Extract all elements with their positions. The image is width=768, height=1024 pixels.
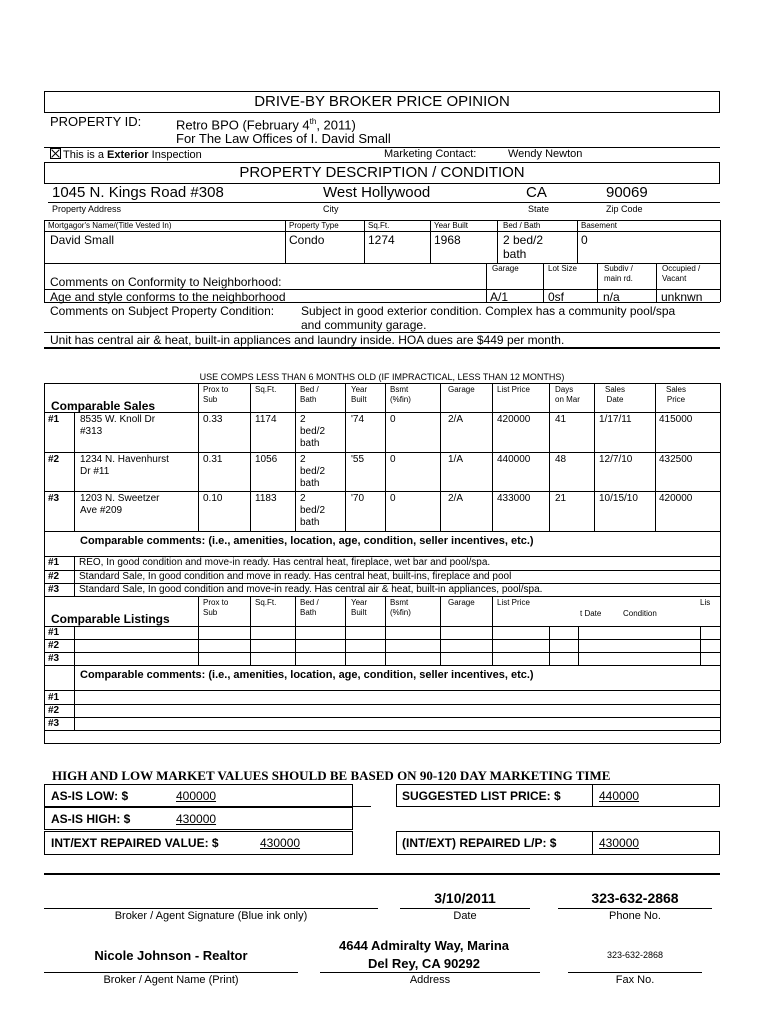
basement-value: 0 [581, 233, 588, 247]
condition-label: Comments on Subject Property Condition: [50, 304, 275, 318]
sale-list: 420000 [497, 414, 531, 425]
sale-address-line: 1203 N. Sweetzer [80, 493, 160, 504]
sqft-value: 1274 [368, 233, 395, 247]
prox-header: Prox to Sub [203, 598, 229, 617]
sale-price: 420000 [659, 493, 693, 504]
divider [44, 652, 720, 653]
list-header-truncated: Lis [700, 598, 711, 607]
garage-header: Garage [448, 385, 475, 394]
sale-bed-bath [300, 454, 325, 490]
sale-list: 433000 [497, 493, 531, 504]
sale-prox: 0.31 [203, 454, 223, 465]
sale-year: '70 [351, 493, 365, 504]
sale-address-line: 8535 W. Knoll Dr [80, 414, 156, 425]
bsmt-header: Bsmt (%fin) [390, 385, 411, 404]
divider [44, 383, 45, 743]
divider [74, 412, 75, 531]
suggested-list-price-label: SUGGESTED LIST PRICE: $ [402, 789, 561, 803]
divider [656, 263, 657, 302]
repaired-value-label: INT/EXT REPAIRED VALUE: $ [51, 836, 219, 850]
sale-address [80, 414, 155, 438]
listing-number: #2 [48, 640, 60, 651]
listing-number: #3 [48, 653, 60, 664]
bed-bath-header: Bed / Bath [300, 385, 319, 404]
sale-address-line: #313 [80, 426, 103, 437]
comparable-comments-title: Comparable comments: (i.e., amenities, location, age, condition, seller incentives, etc.) [80, 535, 534, 547]
divider [592, 832, 593, 854]
conformity-label: Comments on Conformity to Neighborhood: [50, 275, 282, 289]
sale-bed-bath-line: bath [300, 478, 320, 489]
divider [720, 220, 721, 302]
address-label: Address [409, 974, 451, 986]
divider [250, 596, 251, 665]
sale-num: #2 [48, 454, 60, 465]
sale-address-line: 1234 N. Havenhurst [80, 454, 169, 465]
bsmt-header: Bsmt (%fin) [390, 598, 411, 617]
sale-year: '74 [351, 414, 365, 425]
divider [285, 220, 286, 263]
signature-label: Broker / Agent Signature (Blue ink only) [114, 910, 308, 922]
divider [440, 596, 441, 665]
sale-prox: 0.33 [203, 414, 223, 425]
listing-comment-number: #3 [48, 718, 60, 729]
divider [364, 220, 365, 263]
comment-text: Standard Sale, In good condition and move-in ready. Has central air & heat, built-in appliances, pool/spa. [79, 584, 543, 595]
lot-size-header: Lot Size [548, 264, 577, 273]
sale-bed-bath-line: 2 [300, 414, 306, 425]
sale-bed-bath-line: 2 [300, 493, 306, 504]
sale-date: 10/15/10 [599, 493, 638, 504]
repaired-value-value[interactable]: 430000 [260, 836, 301, 850]
divider [44, 347, 720, 349]
property-id-value: Retro BPO (February 4th, 2011) [176, 117, 356, 133]
divider [577, 220, 578, 263]
divider [578, 626, 579, 665]
divider [44, 717, 720, 718]
year-built-header: Year Built [351, 385, 368, 404]
garage-header: Garage [448, 598, 475, 607]
year-built-header: Year Built [351, 598, 368, 617]
marketing-contact-value: Wendy Newton [508, 148, 583, 160]
sale-date: 1/17/11 [599, 414, 632, 425]
comparable-sales-title: Comparable Sales [51, 399, 156, 413]
listing-number: #1 [48, 627, 60, 638]
mortgagor-header: Mortgagor's Name/(Title Vested In) [48, 221, 172, 230]
list-date-header: t Date [580, 609, 602, 618]
conformity-value: Age and style conforms to the neighborhood [50, 290, 286, 304]
divider [385, 383, 386, 531]
sqft-header: Sq.Ft. [368, 221, 390, 230]
sale-price: 415000 [659, 414, 693, 425]
divider [700, 626, 701, 665]
phone-label: Phone No. [609, 910, 661, 922]
subdiv-value: n/a [603, 290, 620, 304]
agent-address: 4644 Admiralty Way, Marina Del Rey, CA 90292 [338, 938, 510, 971]
divider [44, 704, 720, 705]
sales-price-header: Sales Price [665, 385, 686, 404]
marketing-contact-label: Marketing Contact: [384, 148, 477, 160]
divider [44, 383, 720, 384]
divider [594, 383, 595, 531]
zip-label: Zip Code [606, 204, 643, 214]
list-price-header: List Price [497, 385, 530, 394]
property-state: CA [526, 184, 547, 201]
divider [295, 383, 296, 531]
divider [44, 665, 720, 666]
divider [198, 596, 199, 665]
as-is-high-label: AS-IS HIGH: $ [51, 812, 131, 826]
signature-line [44, 908, 378, 909]
mortgagor-value: David Small [50, 233, 115, 247]
property-id-label: PROPERTY ID: [50, 114, 142, 129]
divider [44, 231, 720, 232]
market-note: HIGH AND LOW MARKET VALUES SHOULD BE BASED ON 90-120 DAY MARKETING TIME [52, 768, 611, 783]
sale-price: 432500 [659, 454, 693, 465]
property-city: West Hollywood [323, 184, 431, 201]
divider [353, 806, 371, 807]
divider [592, 785, 593, 806]
fax-label: Fax No. [615, 974, 655, 986]
repaired-lp-value[interactable]: 430000 [599, 836, 640, 850]
comment-text: REO, In good condition and move-in ready. Has central heat, fireplace, wet bar and pool/spa. [79, 557, 491, 568]
address-label: Property Address [52, 204, 122, 214]
sale-days: 41 [555, 414, 567, 425]
bed-bath-value: 2 bed/2 bath [503, 233, 544, 261]
divider [44, 626, 720, 627]
sale-garage: 1/A [448, 454, 464, 465]
divider [543, 263, 544, 302]
divider [497, 220, 498, 263]
subdiv-header: Subdiv / main rd. [604, 264, 633, 283]
property-address: 1045 N. Kings Road #308 [52, 184, 224, 201]
divider [44, 220, 45, 302]
property-type-header: Property Type [289, 221, 339, 230]
divider [549, 383, 550, 531]
sale-bed-bath-line: 2 [300, 454, 306, 465]
sale-garage: 2/A [448, 493, 464, 504]
sale-date: 12/7/10 [599, 454, 633, 465]
comment-number: #3 [48, 584, 60, 595]
suggested-list-price-value[interactable]: 440000 [599, 789, 640, 803]
comment-number: #1 [48, 557, 60, 568]
divider [250, 383, 251, 531]
property-zip: 90069 [606, 184, 648, 201]
agent-name-label: Broker / Agent Name (Print) [103, 974, 239, 986]
sale-address-line: Ave #209 [80, 505, 123, 516]
sale-address-line: Dr #11 [80, 466, 110, 477]
divider [720, 383, 721, 743]
listing-comment-number: #2 [48, 705, 60, 716]
sale-sqft: 1183 [255, 493, 277, 504]
condition-header: Condition [623, 609, 657, 618]
divider [44, 491, 720, 492]
prox-header: Prox to Sub [203, 385, 229, 404]
as-is-low-value[interactable]: 400000 [176, 789, 217, 803]
sale-bsmt: 0 [390, 454, 396, 465]
state-label: State [528, 204, 550, 214]
basement-header: Basement [581, 221, 618, 230]
comment-number: #2 [48, 571, 60, 582]
list-price-header: List Price [497, 598, 530, 607]
comparable-listings-title: Comparable Listings [51, 612, 170, 626]
divider [44, 730, 720, 731]
days-on-market-header: Days on Mar [555, 385, 580, 404]
sale-year: '55 [351, 454, 365, 465]
divider [44, 639, 720, 640]
sale-bed-bath [300, 493, 325, 529]
checked-box-icon[interactable] [50, 148, 61, 159]
year-built-value: 1968 [434, 233, 461, 247]
sale-bsmt: 0 [390, 414, 396, 425]
city-label: City [323, 204, 339, 214]
inspection-type: This is a Exterior Inspection [50, 148, 202, 162]
divider [74, 626, 75, 665]
sale-bed-bath-line: bed/2 [300, 505, 326, 516]
as-is-high-value[interactable]: 430000 [176, 812, 217, 826]
sale-address [80, 454, 169, 478]
sale-bed-bath-line: bed/2 [300, 466, 326, 477]
property-id-client: For The Law Offices of I. David Small [176, 131, 391, 146]
sale-bsmt: 0 [390, 493, 396, 504]
sale-garage: 2/A [448, 414, 464, 425]
sale-bed-bath-line: bath [300, 438, 320, 449]
signature-date: 3/10/2011 [434, 890, 496, 906]
year-built-header: Year Built [434, 221, 468, 230]
divider [74, 556, 75, 596]
divider [74, 665, 75, 730]
sqft-header: Sq.Ft. [255, 598, 277, 607]
divider [492, 383, 493, 531]
sale-list: 440000 [497, 454, 531, 465]
sale-bed-bath-line: bed/2 [300, 426, 326, 437]
sale-prox: 0.10 [203, 493, 223, 504]
as-is-low-label: AS-IS LOW: $ [51, 789, 129, 803]
divider [385, 596, 386, 665]
divider [597, 263, 598, 302]
sale-num: #1 [48, 414, 60, 425]
sqft-header: Sq.Ft. [255, 385, 277, 394]
listing-comment-number: #1 [48, 692, 60, 703]
page-title: DRIVE-BY BROKER PRICE OPINION [254, 93, 510, 110]
bed-bath-header: Bed / Bath [503, 221, 541, 230]
bed-bath-header: Bed / Bath [300, 598, 319, 617]
fax-line [568, 972, 702, 973]
sale-sqft: 1056 [255, 454, 278, 465]
divider [486, 263, 487, 302]
divider [492, 596, 493, 665]
comment-text: Standard Sale, In good condition and move in ready. Has central heat, built-ins, fireplace and pool [79, 571, 512, 582]
occupied-header: Occupied / Vacant [662, 264, 701, 283]
phone-line [558, 908, 712, 909]
divider [44, 596, 720, 597]
condition-line-1: Subject in good exterior condition. Complex has a community pool/spa [301, 304, 676, 318]
agent-fax: 323-632-2868 [606, 950, 664, 960]
property-type-value: Condo [289, 233, 325, 247]
garage-value: A/1 [490, 290, 509, 304]
divider [345, 383, 346, 531]
divider [44, 690, 720, 691]
sale-address [80, 493, 160, 517]
divider [549, 626, 550, 665]
condition-line-2: and community garage. [301, 318, 427, 332]
name-line [44, 972, 298, 973]
sale-days: 48 [555, 454, 567, 465]
sale-bed-bath-line: bath [300, 517, 320, 528]
listing-comments-title: Comparable comments: (i.e., amenities, location, age, condition, seller incentives, etc.) [80, 669, 534, 681]
divider [198, 383, 199, 531]
divider [430, 220, 431, 263]
divider [44, 531, 720, 532]
comps-note: USE COMPS LESS THAN 6 MONTHS OLD (IF IMPRACTICAL, LESS THAN 12 MONTHS) [199, 372, 565, 382]
divider [295, 596, 296, 665]
sale-sqft: 1174 [255, 414, 277, 425]
agent-name: Nicole Johnson - Realtor [94, 948, 248, 963]
divider [345, 596, 346, 665]
address-line [320, 972, 540, 973]
sales-date-header: Sales Date [604, 385, 625, 404]
signature-phone: 323-632-2868 [591, 890, 679, 906]
divider [44, 743, 720, 744]
section-title: PROPERTY DESCRIPTION / CONDITION [239, 164, 525, 181]
lot-size-value: 0sf [548, 290, 565, 304]
divider [44, 452, 720, 453]
date-line [400, 908, 530, 909]
repaired-lp-label: (INT/EXT) REPAIRED L/P: $ [402, 836, 557, 850]
sale-days: 21 [555, 493, 567, 504]
divider [44, 873, 720, 875]
sale-num: #3 [48, 493, 60, 504]
divider [440, 383, 441, 531]
sale-bed-bath [300, 414, 325, 450]
condition-line-3: Unit has central air & heat, built-in appliances and laundry inside. HOA dues are $449 per month. [50, 333, 565, 347]
garage-header: Garage [492, 264, 519, 273]
divider [48, 202, 720, 203]
occupied-value: unknwn [661, 290, 703, 304]
divider [655, 383, 656, 531]
date-label: Date [453, 910, 477, 922]
